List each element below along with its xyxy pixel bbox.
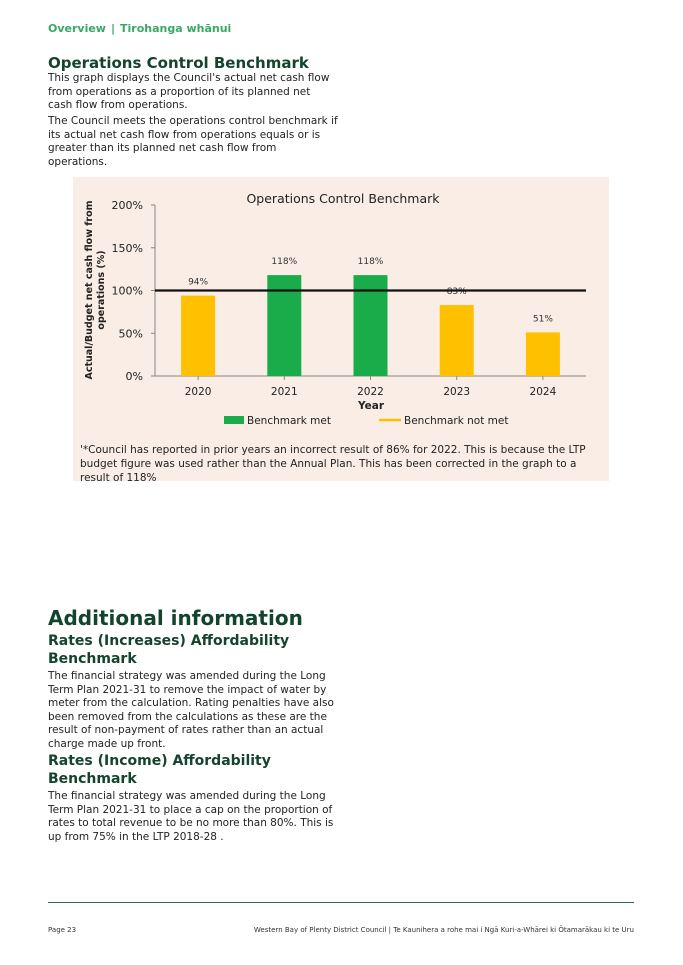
y-tick-label: 100% (111, 284, 143, 298)
x-tick-label: 2024 (529, 386, 557, 398)
rates-increases-body: The financial strategy was amended during the Long Term Plan 2021-31 to remove the impact of water by meter from the calculation. Rating penalties have also been removed from the calculations as these are the result of non-payment of rates rather than an actual charge made up front. (48, 670, 334, 750)
legend-swatch-met (224, 416, 244, 424)
bar-2020 (181, 296, 215, 376)
additional-info-title: Additional information (48, 606, 303, 630)
operations-title: Operations Control Benchmark (48, 54, 309, 72)
footer-divider (48, 902, 634, 903)
operations-para-1: This graph displays the Council's actual net cash flow from operations as a proportion of its planned net cash flow from operations. (48, 72, 330, 111)
x-tick-label: 2021 (270, 386, 298, 398)
y-tick-label: 50% (118, 327, 143, 341)
x-tick-label: 2020 (184, 386, 212, 398)
y-axis-label-line-1: Actual/Budget net cash flow from (84, 200, 95, 380)
bar-data-label: 51% (532, 314, 553, 325)
x-tick-label: 2023 (443, 386, 471, 398)
chart-title: Operations Control Benchmark (246, 191, 440, 206)
bar-2023 (440, 305, 474, 376)
operations-chart (73, 177, 609, 442)
section-header (48, 22, 231, 35)
chart-panel (73, 177, 609, 484)
rates-income-body: The financial strategy was amended during the Long Term Plan 2021-31 to place a cap on the proportion of rates to total revenue to be no more than 80%. This is up from 75% in the LTP 2018-28 . (48, 790, 334, 843)
section-name-maori: Tirohanga whānui (120, 22, 232, 35)
page-number: Page 23 (48, 926, 77, 934)
rates-increases-title: Rates (Increases) Affordability Benchmark (48, 633, 290, 667)
operations-para-2: The Council meets the operations control benchmark if its actual net cash flow from operations equals or is greater than its planned net cash flow from operations. (48, 115, 338, 168)
x-axis-label: Year (357, 400, 385, 412)
bar-2024 (526, 332, 560, 376)
bar-data-label: 118% (357, 257, 384, 268)
footer-org: Western Bay of Plenty District Council | Te Kaunihera a rohe mai i Ngā Kuri-a-Whārei ki Ōtamarākau ki te Uru (253, 926, 634, 934)
y-axis-label-line-2: operations (%) (96, 250, 107, 330)
y-tick-label: 200% (111, 199, 143, 212)
y-tick-label: 0% (125, 370, 143, 383)
bar-data-label: 118% (271, 257, 298, 268)
section-name: Overview (48, 22, 106, 35)
bar-data-label: 83% (446, 287, 467, 298)
rates-income-title: Rates (Income) Affordability Benchmark (48, 753, 271, 787)
x-tick-label: 2022 (357, 386, 384, 398)
bar-data-label: 94% (188, 277, 209, 288)
legend-label-not-met: Benchmark not met (404, 415, 509, 427)
y-tick-label: 150% (111, 241, 143, 255)
header-separator: | (110, 22, 116, 35)
legend-label-met: Benchmark met (247, 415, 331, 427)
chart-footnote: '*Council has reported in prior years an incorrect result of 86% for 2022. This is because the LTP budget figure was used rather than the Annual Plan. This has been corrected in the graph to a result of 118% (80, 444, 586, 484)
